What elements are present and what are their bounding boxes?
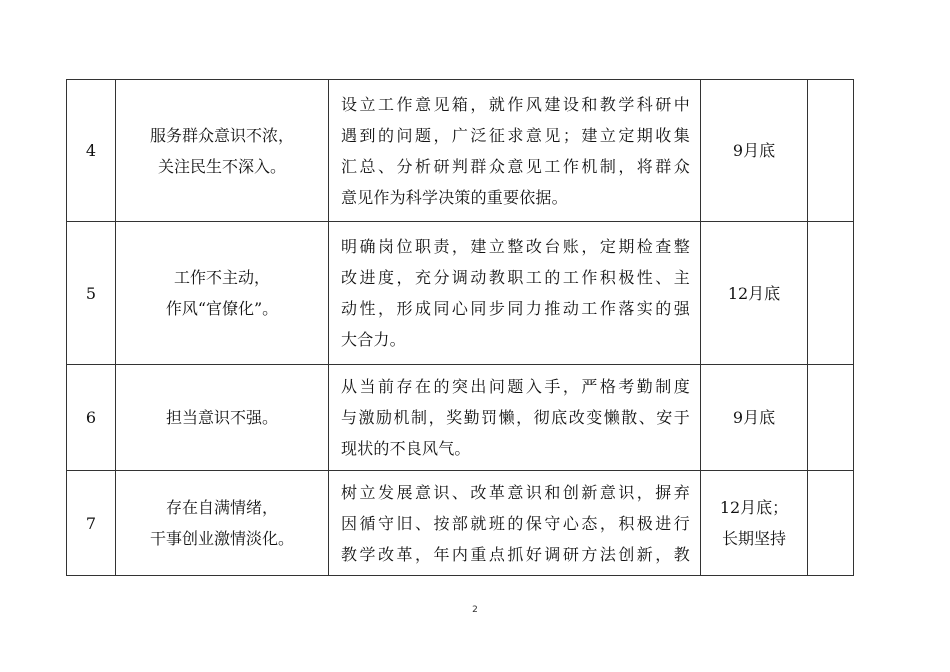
measure-line: 遇到的问题，广泛征求意见；建立定期收集 bbox=[341, 125, 690, 145]
measure-cell bbox=[329, 80, 701, 222]
problem-line: 担当意识不强。 bbox=[165, 408, 278, 427]
measure-line: 现状的不良风气。 bbox=[341, 439, 471, 458]
measure-cell bbox=[329, 471, 701, 576]
measure-line: 汇总、分析研判群众意见工作机制，将群众 bbox=[341, 156, 690, 176]
note-cell bbox=[808, 365, 854, 471]
problem-line: 干事创业激情淡化。 bbox=[149, 529, 294, 548]
deadline-cell bbox=[701, 222, 808, 365]
problem-cell bbox=[116, 222, 329, 365]
deadline-line: 9月底 bbox=[732, 408, 776, 427]
table-row bbox=[67, 80, 854, 222]
deadline-line: 12月底 bbox=[727, 283, 781, 303]
problem-line: 关注民生不深入。 bbox=[157, 156, 286, 176]
problem-line: 工作不主动， bbox=[173, 268, 270, 287]
note-cell bbox=[808, 222, 854, 365]
problem-line: 服务群众意识不浓， bbox=[149, 125, 294, 145]
measure-line: 因循守旧、按部就班的保守心态，积极进行 bbox=[341, 513, 690, 533]
measure-line: 设立工作意见箱，就作风建设和教学科研中 bbox=[341, 94, 690, 114]
deadline-cell bbox=[701, 365, 808, 471]
measure-line: 教学改革，年内重点抓好调研方法创新，教 bbox=[341, 544, 690, 564]
deadline-line: 9月底 bbox=[732, 141, 776, 160]
row-number: 7 bbox=[67, 471, 116, 576]
measure-line: 动性，形成同心同步同力推动工作落实的强 bbox=[341, 299, 690, 318]
deadline-line: 长期坚持 bbox=[721, 529, 786, 548]
row-number: 5 bbox=[67, 222, 116, 365]
deadline-cell bbox=[701, 471, 808, 576]
row-number: 4 bbox=[67, 80, 116, 222]
problem-cell bbox=[116, 80, 329, 222]
measure-cell bbox=[329, 222, 701, 365]
measure-line: 明确岗位职责，建立整改台账，定期检查整 bbox=[341, 237, 690, 256]
measure-line: 与激励机制，奖勤罚懒，彻底改变懒散、安于 bbox=[341, 408, 690, 427]
measure-line: 从当前存在的突出问题入手，严格考勤制度 bbox=[341, 377, 690, 396]
measure-line: 改进度，充分调动教职工的工作积极性、主 bbox=[341, 268, 690, 287]
measure-cell bbox=[329, 365, 701, 471]
problem-line: 作风“官僚化”。 bbox=[165, 299, 279, 318]
table-row bbox=[67, 365, 854, 471]
measure-line: 大合力。 bbox=[341, 330, 406, 349]
problem-cell bbox=[116, 471, 329, 576]
rectification-table bbox=[66, 79, 854, 576]
table-row bbox=[67, 222, 854, 365]
note-cell bbox=[808, 471, 854, 576]
measure-line: 树立发展意识、改革意识和创新意识，摒弃 bbox=[341, 482, 690, 502]
problem-cell bbox=[116, 365, 329, 471]
measure-line: 意见作为科学决策的重要依据。 bbox=[341, 187, 568, 207]
problem-line: 存在自满情绪， bbox=[165, 498, 278, 517]
deadline-cell bbox=[701, 80, 808, 222]
table-row bbox=[67, 471, 854, 576]
page-number: 2 bbox=[472, 605, 478, 615]
deadline-line: 12月底； bbox=[719, 498, 789, 517]
note-cell bbox=[808, 80, 854, 222]
row-number: 6 bbox=[67, 365, 116, 471]
